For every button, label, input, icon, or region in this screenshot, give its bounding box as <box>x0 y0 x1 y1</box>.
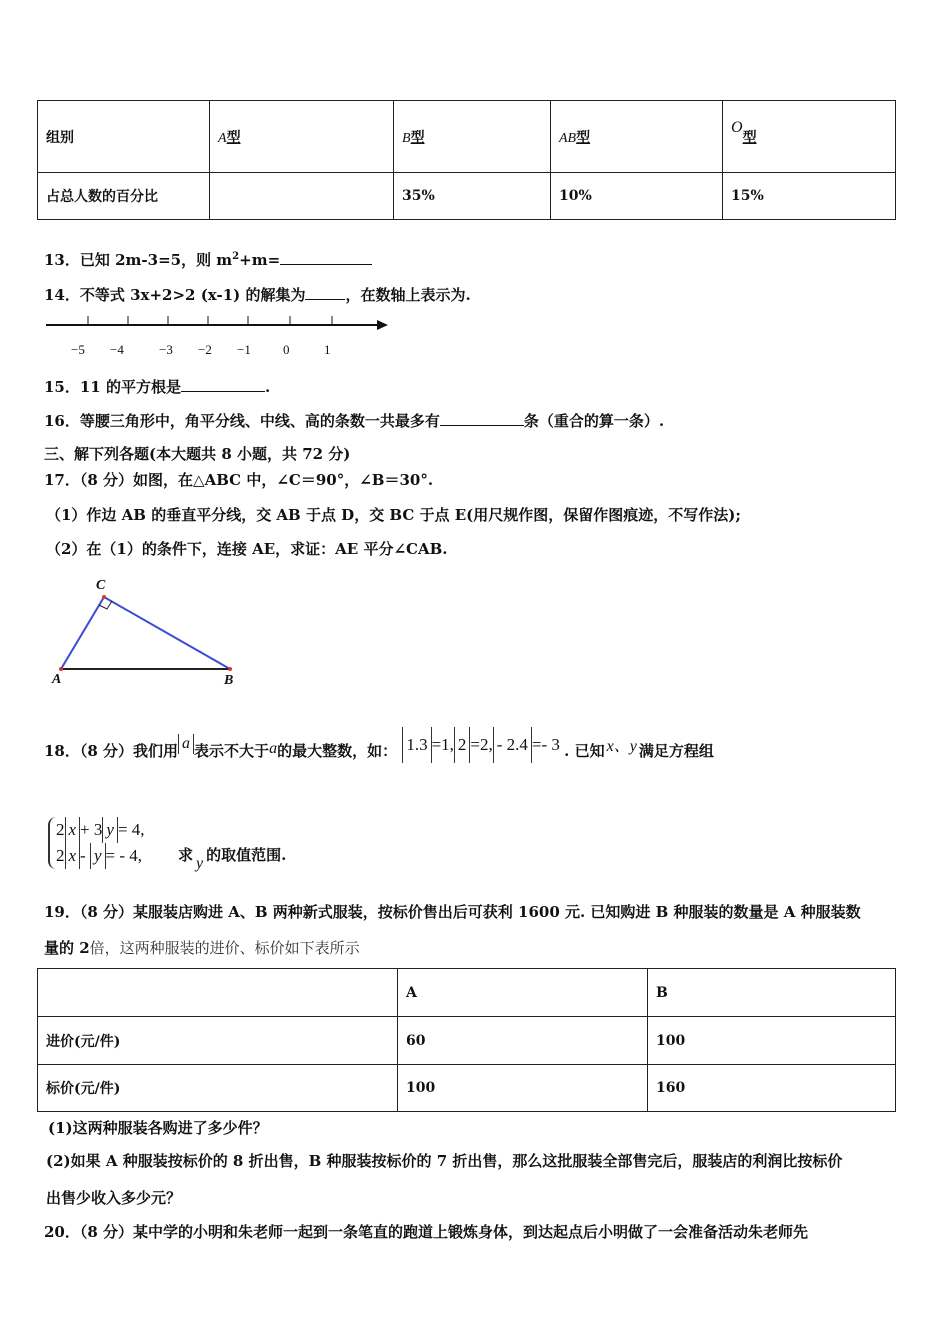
type-ab-letter: AB <box>559 130 577 146</box>
q14-text: 14．不等式 3x+2>2 (x-1) 的解集为 <box>44 286 306 304</box>
q18-ask <box>178 844 287 872</box>
tick-label: 0 <box>283 342 290 357</box>
price-table-header-b: B <box>648 969 896 1017</box>
question-19-part-1: (1)这两种服装各购进了多少件？ <box>48 1119 268 1137</box>
tick-label: 1 <box>324 342 331 357</box>
question-15 <box>44 376 270 397</box>
q18-ask-text: 求 <box>178 846 194 864</box>
q18-examples <box>402 735 564 754</box>
type-b-label: 型 <box>410 129 425 146</box>
q18-a-var: a <box>269 740 278 757</box>
q18-ask-y: y <box>196 855 204 872</box>
question-17: 17．（8 分）如图，在△ABC 中，∠C＝90°，∠B＝30°. <box>44 471 434 489</box>
type-b-letter: B <box>402 130 411 146</box>
q13-answer-blank <box>280 250 372 265</box>
cell-b-percent: 35% <box>394 173 551 220</box>
q18-ask-tail: 的取值范围. <box>206 846 287 864</box>
table-header-group: 组别 <box>38 101 210 173</box>
table-header-o <box>723 101 896 173</box>
question-14 <box>44 284 471 305</box>
vertex-label-c: C <box>96 578 106 593</box>
question-20: 20．（8 分）某中学的小明和朱老师一起到一条笔直的跑道上锻炼身体，到达起点后小明做了一会准备活动朱老师先 <box>44 1223 809 1241</box>
q18-ex3-value: =- 3 <box>531 735 560 754</box>
tick-label: −4 <box>110 342 124 357</box>
q19-line2-b: 倍，这两种服装的进价、标价如下表所示 <box>89 941 360 957</box>
q18-ex2: 2 <box>454 727 471 763</box>
table-header-ab <box>551 101 723 173</box>
price-cell: 100 <box>398 1065 648 1112</box>
q19-line2-a: 量的 2 <box>44 939 90 957</box>
q13-exponent: 2 <box>232 251 240 262</box>
question-17-part-1: （1）作边 AB 的垂直平分线，交 AB 于点 D，交 BC 于点 E(用尺规作图，保留作图痕迹，不写作法); <box>46 506 741 524</box>
equation-2 <box>56 843 145 869</box>
vertex-label-a: A <box>52 672 62 687</box>
eq1-y: y <box>102 817 118 843</box>
q15-text: 15．11 的平方根是 <box>44 378 181 396</box>
type-ab-label: 型 <box>576 129 591 146</box>
eq1-op: + 3 <box>80 820 103 839</box>
price-table-corner <box>38 969 398 1017</box>
question-13 <box>44 249 372 270</box>
q18-mid: 表示不大于 <box>194 742 270 760</box>
q16-answer-blank <box>440 411 524 426</box>
q16-text: 16．等腰三角形中，角平分线、中线、高的条数一共最多有 <box>44 412 440 430</box>
eq1-coef: 2 <box>56 820 65 839</box>
price-cell: 160 <box>648 1065 896 1112</box>
question-16 <box>44 410 664 431</box>
tick-label: −3 <box>159 342 173 357</box>
question-18 <box>44 733 714 769</box>
price-cell: 100 <box>648 1017 896 1065</box>
q18-xy: x、y <box>606 738 637 755</box>
eq1-rhs: = 4, <box>117 820 145 839</box>
row-label-percent: 占总人数的百分比 <box>38 173 210 220</box>
type-o-letter: O <box>731 118 743 136</box>
clothing-price-table <box>37 968 896 1112</box>
q18-tail: 满足方程组 <box>638 742 714 760</box>
q15-answer-blank <box>181 377 265 392</box>
tick-label: −5 <box>71 342 85 357</box>
q18-bracket-a: a <box>178 734 194 754</box>
tick-label: −1 <box>237 342 251 357</box>
type-o-label: 型 <box>742 129 757 146</box>
question-19-line-1: 19．（8 分）某服装店购进 A、B 两种新式服装，按标价售出后可获利 1600 元. 已知购进 B 种服装的数量是 A 种服装数 <box>44 903 861 921</box>
question-19-line-2 <box>44 937 360 958</box>
q18-ex1-value: =1, <box>431 735 454 754</box>
cell-ab-percent: 10% <box>551 173 723 220</box>
price-table-header-a: A <box>398 969 648 1017</box>
q18-ex1: 1.3 <box>402 727 431 763</box>
equation-1 <box>56 817 145 843</box>
type-a-label: 型 <box>226 129 241 146</box>
tick-label: −2 <box>198 342 212 357</box>
eq1-x: x <box>65 817 81 843</box>
question-19-part-3: 出售少收入多少元？ <box>46 1189 182 1207</box>
q18-ex2-value: =2, <box>470 735 493 754</box>
table-header-b <box>394 101 551 173</box>
equation-system <box>48 817 145 869</box>
vertex-label-b: B <box>224 673 234 688</box>
number-line <box>44 314 394 334</box>
section-heading: 三、解下列各题(本大题共 8 小题，共 72 分) <box>44 445 351 463</box>
q18-known: . 已知 <box>564 742 605 760</box>
q13-tail: +m= <box>239 251 281 269</box>
q18-mid2: 的最大整数，如： <box>277 742 398 760</box>
price-cell: 60 <box>398 1017 648 1065</box>
q18-ex3: - 2.4 <box>493 727 532 763</box>
table-header-a <box>210 101 394 173</box>
eq2-op: - <box>80 846 90 865</box>
q16-tail: 条（重合的算一条）. <box>523 412 665 430</box>
eq2-rhs: = - 4, <box>105 846 143 865</box>
eq2-y: y <box>90 843 106 869</box>
q14-answer-blank <box>305 285 345 300</box>
q18-pre: 18．（8 分）我们用 <box>44 742 179 760</box>
triangle-abc-figure <box>46 574 246 694</box>
price-row-label: 标价(元/件) <box>38 1065 398 1112</box>
question-17-part-2: （2）在（1）的条件下，连接 AE，求证：AE 平分∠CAB. <box>46 540 448 558</box>
blood-type-table <box>37 100 896 220</box>
cell-o-percent: 15% <box>723 173 896 220</box>
cell-a-percent <box>210 173 394 220</box>
question-19-part-2: (2)如果 A 种服装按标价的 8 折出售，B 种服装按标价的 7 折出售，那么这批服装全部售完后，服装店的利润比按标价 <box>46 1152 843 1170</box>
type-a-letter: A <box>218 130 227 146</box>
q13-text: 13．已知 2m-3=5，则 m <box>44 251 233 269</box>
q14-tail: ，在数轴上表示为. <box>345 286 471 304</box>
eq2-x: x <box>65 843 81 869</box>
q15-tail: . <box>264 378 271 396</box>
price-row-label: 进价(元/件) <box>38 1017 398 1065</box>
eq2-coef: 2 <box>56 846 65 865</box>
